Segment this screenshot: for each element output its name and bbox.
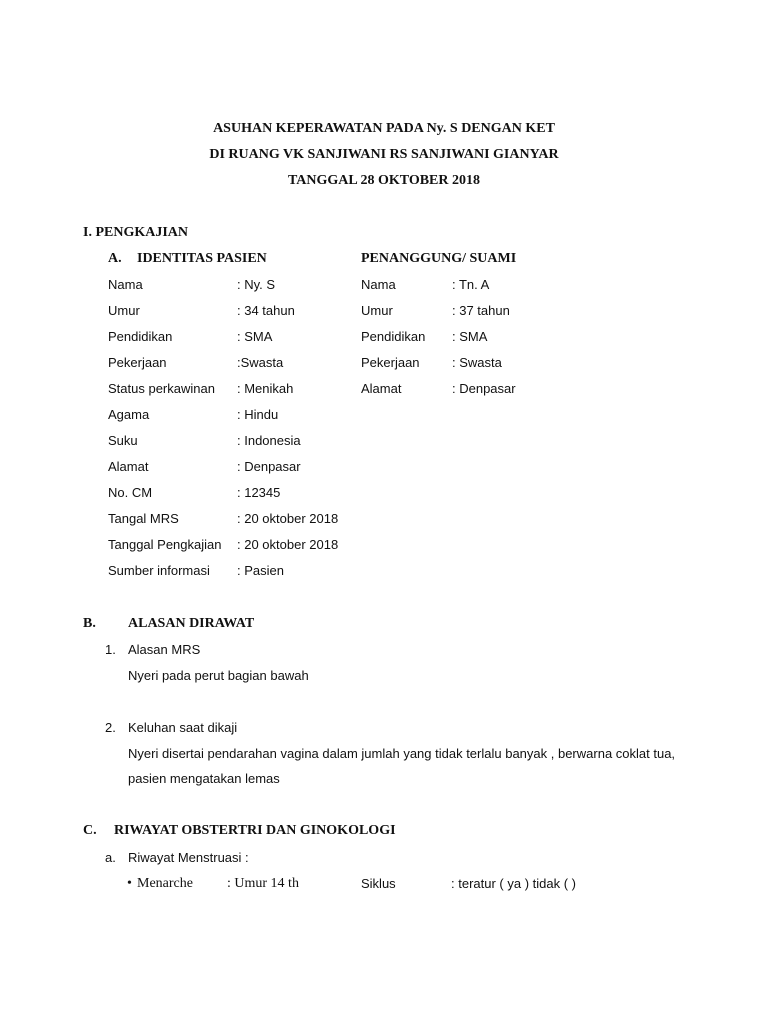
riwayat-obstetri-heading: RIWAYAT OBSTERTRI DAN GINOKOLOGI	[114, 823, 396, 838]
identitas-label: Tangal MRS	[108, 511, 179, 526]
penanggung-suami-heading: PENANGGUNG/ SUAMI	[361, 251, 517, 266]
list-item-text: pasien mengatakan lemas	[128, 771, 280, 786]
penanggung-label: Pekerjaan	[361, 355, 420, 370]
identitas-label: Suku	[108, 433, 138, 448]
identitas-value: : 20 oktober 2018	[237, 537, 339, 552]
penanggung-value: : SMA	[452, 329, 488, 344]
list-item-title: Keluhan saat dikaji	[128, 720, 238, 735]
bullet-icon: •	[127, 876, 132, 891]
identitas-label: Pekerjaan	[108, 355, 167, 370]
list-item-text: Nyeri pada perut bagian bawah	[128, 668, 309, 683]
penanggung-value: : 37 tahun	[452, 303, 510, 318]
menarche-label: Menarche	[137, 876, 193, 891]
penanggung-value: : Denpasar	[452, 381, 516, 396]
identitas-label: Pendidikan	[108, 329, 173, 344]
identitas-label: Umur	[108, 303, 140, 318]
penanggung-label: Umur	[361, 303, 393, 318]
menarche-value: : Umur 14 th	[227, 876, 299, 891]
penanggung-label: Nama	[361, 277, 396, 292]
identitas-label: Agama	[108, 407, 150, 422]
identitas-label: Tanggal Pengkajian	[108, 537, 222, 552]
document-title-line-1: ASUHAN KEPERAWATAN PADA Ny. S DENGAN KET	[213, 121, 555, 136]
identitas-value: : Pasien	[237, 563, 284, 578]
document-title-line-2: DI RUANG VK SANJIWANI RS SANJIWANI GIANYAR	[209, 147, 559, 162]
list-item-title: Alasan MRS	[128, 642, 201, 657]
identitas-value: :Swasta	[237, 355, 284, 370]
alasan-letter: B.	[83, 616, 96, 631]
riwayat-menstruasi-title: Riwayat Menstruasi :	[128, 850, 249, 865]
document-title-line-3: TANGGAL 28 OKTOBER 2018	[287, 173, 480, 188]
identitas-label: No. CM	[108, 485, 153, 500]
identitas-value: : Menikah	[237, 381, 294, 396]
identitas-value: : Ny. S	[237, 277, 276, 292]
identitas-label: Nama	[108, 277, 143, 292]
list-item-number: 2.	[105, 720, 116, 735]
alasan-dirawat-heading: ALASAN DIRAWAT	[128, 616, 255, 631]
penanggung-value: : Swasta	[452, 355, 502, 370]
identitas-label: Alamat	[108, 459, 149, 474]
penanggung-label: Alamat	[361, 381, 402, 396]
identitas-label: Sumber informasi	[108, 563, 210, 578]
riwayat-letter: C.	[83, 823, 97, 838]
identitas-value: : 12345	[237, 485, 281, 500]
identitas-value: : Denpasar	[237, 459, 301, 474]
identitas-pasien-heading: IDENTITAS PASIEN	[137, 251, 267, 266]
identitas-label: Status perkawinan	[108, 381, 215, 396]
section-pengkajian-heading: I. PENGKAJIAN	[83, 225, 189, 240]
identitas-value: : SMA	[237, 329, 273, 344]
sub-list-letter: a.	[105, 850, 116, 865]
identitas-value: : 34 tahun	[237, 303, 295, 318]
penanggung-value: : Tn. A	[452, 277, 490, 292]
siklus-value: : teratur ( ya ) tidak ( )	[451, 876, 576, 891]
siklus-label: Siklus	[361, 876, 396, 891]
penanggung-label: Pendidikan	[361, 329, 426, 344]
list-item-text: Nyeri disertai pendarahan vagina dalam jumlah yang tidak terlalu banyak , berwarna coklat tua,	[128, 746, 676, 761]
identitas-value: : Indonesia	[237, 433, 301, 448]
list-item-number: 1.	[105, 642, 116, 657]
identitas-value: : 20 oktober 2018	[237, 511, 339, 526]
identitas-letter: A.	[108, 251, 122, 266]
identitas-value: : Hindu	[237, 407, 279, 422]
